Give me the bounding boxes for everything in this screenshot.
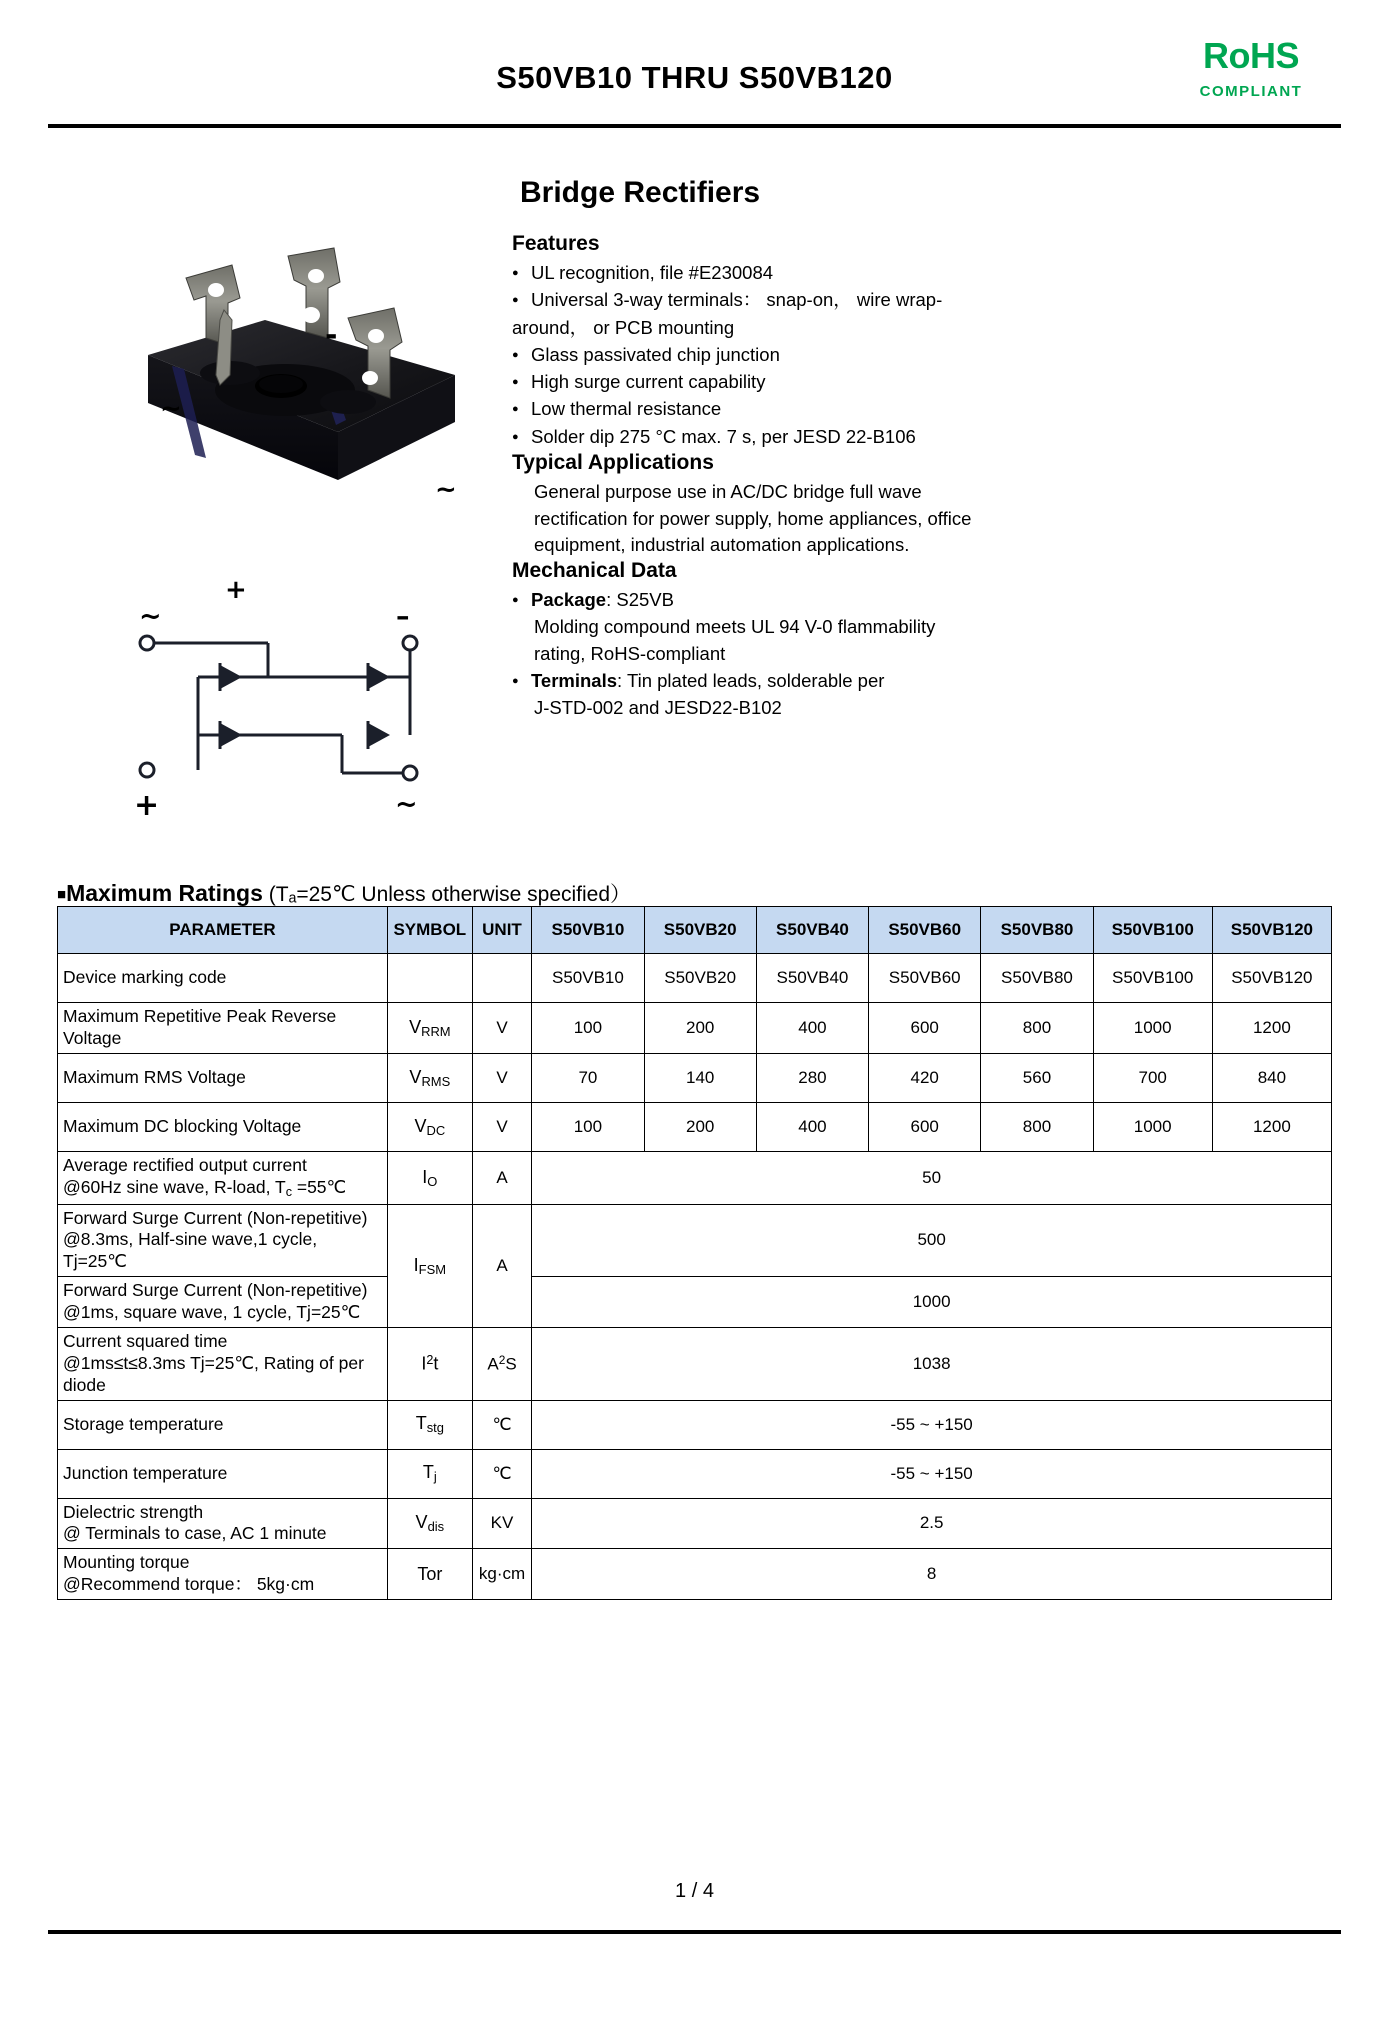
feature-item: ● Universal 3-way terminals： snap-on， wire wrap- (512, 287, 1012, 313)
row-unit (472, 954, 532, 1003)
bridge-schematic (120, 585, 450, 825)
column-header-s50vb20: S50VB20 (644, 907, 756, 954)
table-row (58, 1277, 1332, 1328)
row-parameter: Storage temperature (58, 1400, 388, 1449)
terminals-label: Terminals (531, 669, 618, 691)
row-value: 1200 (1212, 1003, 1331, 1054)
specs-text-column (512, 232, 1012, 721)
row-parameter (58, 1204, 388, 1277)
row-symbol (387, 954, 472, 1003)
row-parameter: Maximum Repetitive Peak Reverse Voltage (58, 1003, 388, 1054)
mechanical-terminals-item (512, 668, 1012, 695)
column-header-parameter: PARAMETER (58, 907, 388, 954)
table-row (58, 1003, 1332, 1054)
table-row (58, 1327, 1332, 1400)
photo-marking-tilde-right: ~ (435, 475, 457, 505)
row-value: 420 (869, 1053, 981, 1102)
row-unit: ℃ (472, 1449, 532, 1498)
features-heading: Features (512, 232, 600, 255)
row-parameter-line2: @1ms, square wave, 1 cycle, Tj=25℃ (63, 1302, 361, 1322)
row-unit: A (472, 1204, 532, 1327)
row-parameter: Maximum DC blocking Voltage (58, 1102, 388, 1151)
row-value: 70 (532, 1053, 644, 1102)
row-parameter-line3: diode (63, 1374, 106, 1395)
page-title: Bridge Rectifiers (520, 176, 761, 209)
terminals-value: : Tin plated leads, solderable per (617, 669, 885, 691)
row-unit: ℃ (472, 1400, 532, 1449)
row-parameter-line1: Mounting torque (63, 1552, 190, 1573)
package-note-line1: Molding compound meets UL 94 V-0 flammability (534, 616, 936, 638)
terminals-note: J-STD-002 and JESD22-B102 (534, 696, 782, 718)
feature-item: ● Solder dip 275 °C max. 7 s, per JESD 22-B106 (512, 424, 1012, 450)
ratings-heading-bold: Maximum Ratings (66, 880, 263, 906)
photo-marking-minus: - (325, 318, 338, 353)
row-symbol: $I^2t$ (387, 1327, 472, 1400)
column-header-symbol: SYMBOL (387, 907, 472, 954)
schematic-label-ac-bottom: ~ (395, 789, 418, 820)
row-unit: kg·cm (472, 1549, 532, 1600)
row-value: 1000 (1093, 1003, 1212, 1054)
rohs-compliant-text: COMPLIANT (1199, 83, 1303, 100)
row-parameter: Maximum RMS Voltage (58, 1053, 388, 1102)
row-value: 800 (981, 1102, 1093, 1151)
table-row (58, 1498, 1332, 1549)
package-value: : S25VB (606, 589, 674, 611)
column-header-s50vb80: S50VB80 (981, 907, 1093, 954)
bridge-circuit-diagram (120, 585, 450, 825)
row-unit: V (472, 1003, 532, 1054)
row-value: S50VB40 (756, 954, 868, 1003)
row-parameter-line1: Dielectric strength (63, 1501, 204, 1522)
row-value: 800 (981, 1003, 1093, 1054)
column-header-unit: UNIT (472, 907, 532, 954)
document-title: S50VB10 THRU S50VB120 (496, 60, 893, 95)
row-value: 1000 (1093, 1102, 1212, 1151)
product-photo (80, 170, 500, 605)
schematic-label-dc-plus: + (134, 788, 160, 823)
column-header-s50vb120: S50VB120 (1212, 907, 1331, 954)
row-value: 1200 (1212, 1102, 1331, 1151)
row-value: 840 (1212, 1053, 1331, 1102)
column-header-s50vb60: S50VB60 (869, 907, 981, 954)
row-unit: $A^2S$ (472, 1327, 532, 1400)
row-value: 400 (756, 1003, 868, 1054)
feature-item-continuation: around， or PCB mounting (512, 316, 735, 338)
ratings-heading-rest: (Tₐ=25℃ Unless otherwise specified） (268, 883, 632, 906)
row-parameter-line1: Forward Surge Current (Non-repetitive) (63, 1207, 368, 1228)
table-row (58, 1204, 1332, 1277)
photo-marking-tilde-left: ~ (160, 394, 182, 424)
row-symbol: $I_{FSM}$ (387, 1204, 472, 1327)
package-note-line2: rating, RoHS-compliant (534, 642, 726, 664)
row-parameter: Junction temperature (58, 1449, 388, 1498)
row-parameter-line2: @8.3ms, Half-sine wave,1 cycle, Tj=25℃ (63, 1229, 318, 1272)
row-value: 280 (756, 1053, 868, 1102)
row-merged-value: 1038 (532, 1327, 1332, 1400)
row-value: 140 (644, 1053, 756, 1102)
row-merged-value: 500 (532, 1204, 1332, 1277)
row-symbol: $V_{RRM}$ (387, 1003, 472, 1054)
row-symbol: Tor (387, 1549, 472, 1600)
row-value: S50VB60 (869, 954, 981, 1003)
row-value: S50VB120 (1212, 954, 1331, 1003)
row-value: 600 (869, 1102, 981, 1151)
row-value: S50VB10 (532, 954, 644, 1003)
column-header-s50vb100: S50VB100 (1093, 907, 1212, 954)
package-label: Package (531, 589, 607, 611)
applications-text: General purpose use in AC/DC bridge full wave rectification for power supply, home appliances, office equipment, industrial automation applications. (534, 480, 972, 556)
row-merged-value: 2.5 (532, 1498, 1332, 1549)
row-merged-value: -55 ~ +150 (532, 1449, 1332, 1498)
row-value: 200 (644, 1003, 756, 1054)
row-parameter-line2: @ Terminals to case, AC 1 minute (63, 1523, 327, 1544)
row-symbol: $T_j$ (387, 1449, 472, 1498)
applications-heading: Typical Applications (512, 450, 714, 474)
row-symbol: $V_{dis}$ (387, 1498, 472, 1549)
row-value: S50VB100 (1093, 954, 1212, 1003)
feature-item: ● Glass passivated chip junction (512, 342, 1012, 368)
table-row (58, 1053, 1332, 1102)
row-parameter (58, 1498, 388, 1549)
table-header-row (58, 907, 1332, 954)
row-parameter (58, 1277, 388, 1328)
row-merged-value: -55 ~ +150 (532, 1400, 1332, 1449)
row-symbol: $T_{stg}$ (387, 1400, 472, 1449)
row-value: 100 (532, 1102, 644, 1151)
row-value: S50VB20 (644, 954, 756, 1003)
photo-marking-plus: + (225, 575, 247, 605)
row-value: 100 (532, 1003, 644, 1054)
row-value: 560 (981, 1053, 1093, 1102)
row-parameter (58, 1151, 388, 1204)
ratings-heading (57, 878, 631, 908)
row-symbol: $I_O$ (387, 1151, 472, 1204)
maximum-ratings-table (57, 906, 1332, 1600)
feature-item: ● High surge current capability (512, 369, 1012, 395)
ratings-heading-marker: ■ (57, 886, 67, 903)
row-parameter (58, 1327, 388, 1400)
row-parameter-line2: @Recommend torque： 5kg·cm (63, 1574, 315, 1595)
row-parameter-line1: Current squared time (63, 1330, 228, 1351)
rohs-main-text: RoHS (1203, 35, 1299, 76)
feature-item: ● Low thermal resistance (512, 396, 1012, 422)
row-parameter-line2: @60Hz sine wave, R-load, $T_c$ =55℃ (63, 1176, 347, 1199)
row-value: 700 (1093, 1053, 1212, 1102)
schematic-label-dc-minus: – (396, 601, 410, 632)
row-unit: A (472, 1151, 532, 1204)
footer-rule (48, 1930, 1341, 1934)
table-row (58, 954, 1332, 1003)
table-row (58, 1549, 1332, 1600)
table-row (58, 1102, 1332, 1151)
feature-item: ● UL recognition, file #E230084 (512, 260, 1012, 286)
table-row (58, 1400, 1332, 1449)
row-parameter-line2: @1ms≤t≤8.3ms Tj=25℃, Rating of per (63, 1352, 364, 1373)
page-number: 1 / 4 (675, 1880, 714, 1902)
row-symbol: $V_{RMS}$ (387, 1053, 472, 1102)
column-header-s50vb40: S50VB40 (756, 907, 868, 954)
mechanical-list (512, 587, 1012, 721)
row-parameter (58, 1549, 388, 1600)
row-value: 400 (756, 1102, 868, 1151)
row-unit: V (472, 1102, 532, 1151)
row-unit: V (472, 1053, 532, 1102)
row-parameter: Device marking code (58, 954, 388, 1003)
mechanical-package-item (512, 587, 1012, 614)
row-value: 200 (644, 1102, 756, 1151)
row-merged-value: 50 (532, 1151, 1332, 1204)
row-symbol: $V_{DC}$ (387, 1102, 472, 1151)
table-row (58, 1449, 1332, 1498)
schematic-label-ac-top: ~ (139, 601, 162, 632)
table-row (58, 1151, 1332, 1204)
row-unit: KV (472, 1498, 532, 1549)
header-rule (48, 124, 1341, 128)
row-value: 600 (869, 1003, 981, 1054)
row-parameter-line1: Forward Surge Current (Non-repetitive) (63, 1280, 368, 1301)
bridge-rectifier-photo-illustration (80, 170, 500, 490)
mechanical-heading: Mechanical Data (512, 559, 677, 583)
row-parameter-line1: Average rectified output current (63, 1154, 307, 1175)
row-merged-value: 1000 (532, 1277, 1332, 1328)
column-header-s50vb10: S50VB10 (532, 907, 644, 954)
row-merged-value: 8 (532, 1549, 1332, 1600)
row-value: S50VB80 (981, 954, 1093, 1003)
features-list (512, 260, 1012, 450)
